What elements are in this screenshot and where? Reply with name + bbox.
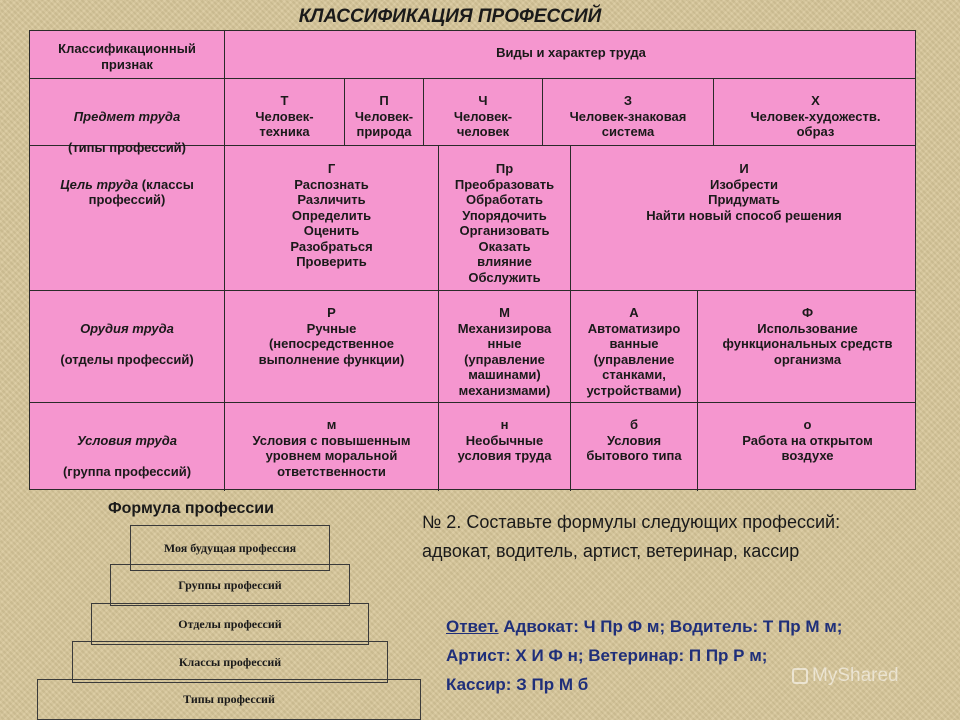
table-cell: Х Человек-художеств. образ (750, 93, 881, 139)
table-cell: Пр Преобразовать Обработать Упорядочить Организовать Оказать влияние Обслужить (454, 161, 555, 285)
table-cell: Ч Человек- человек (453, 93, 513, 139)
table-cell: м Условия с повышенным уровнем моральной ответственности (252, 417, 411, 479)
row-head-subtitle: (типы профессий) (67, 139, 187, 155)
answer-line: Кассир: З Пр М б (446, 675, 589, 694)
answer-line: Адвокат: Ч Пр Ф м; Водитель: Т Пр М м; (498, 617, 843, 636)
header-work-types: Виды и характер труда (496, 45, 646, 60)
watermark (792, 665, 899, 687)
formula-step: Классы профессий (72, 641, 388, 683)
formula-step: Типы профессий (37, 679, 421, 720)
table-cell: н Необычные условия труда (457, 417, 552, 463)
row-head-subtitle: (отделы профессий) (60, 351, 194, 367)
formula-step: Отделы профессий (91, 603, 369, 645)
table-cell: П Человек- природа (354, 93, 414, 139)
watermark-text: MyShared (812, 665, 899, 686)
table-divider (30, 290, 915, 291)
row-head-tools (30, 305, 224, 383)
table-divider (30, 402, 915, 403)
answer-label: Ответ. (446, 617, 499, 636)
row-head-subtitle: (группа профессий) (62, 463, 192, 479)
watermark-logo-icon (792, 668, 808, 684)
task-line: адвокат, водитель, артист, ветеринар, кассир (422, 541, 800, 561)
row-head-title: Условия труда (77, 432, 177, 448)
table-cell: о Работа на открытом воздухе (742, 417, 873, 463)
row-head-subtitle: (классы профессий) (88, 176, 194, 207)
table-cell: б Условия бытового типа (586, 417, 682, 463)
table-cell: М Механизирова нные (управление машинами) механизмами) (457, 305, 552, 398)
row-head-title: Предмет труда (73, 108, 181, 124)
table-cell: И Изобрести Придумать Найти новый способ решения (646, 161, 842, 223)
row-head-subject (30, 93, 224, 171)
table-cell: А Автоматизиро ванные (управление станками, устройствами) (586, 305, 682, 398)
header-criterion: Классификационный признак (58, 41, 196, 72)
table-cell: З Человек-знаковая система (569, 93, 687, 139)
formula-step: Моя будущая профессия (130, 525, 330, 571)
table-divider (30, 78, 915, 79)
table-cell: Г Распознать Различить Определить Оценить Разобраться Проверить (290, 161, 373, 269)
formula-step: Группы профессий (110, 564, 350, 606)
table-cell: Т Человек- техника (255, 93, 314, 139)
row-head-title: Орудия труда (80, 320, 174, 336)
row-head-title: Цель труда (60, 176, 139, 192)
classification-table (29, 30, 916, 490)
task-text (422, 508, 942, 566)
table-cell: Р Ручные (непосредственное выполнение функции) (258, 305, 405, 367)
page-title: КЛАССИФИКАЦИЯ ПРОФЕССИЙ (298, 6, 602, 27)
row-head-conditions (30, 417, 224, 495)
formula-title: Формула профессии (108, 500, 274, 517)
answer-line: Артист: Х И Ф н; Ветеринар: П Пр Р м; (446, 646, 768, 665)
task-line: № 2. Составьте формулы следующих профессий: (422, 512, 841, 532)
row-head-goal (30, 161, 224, 223)
table-cell: Ф Использование функциональных средств организма (722, 305, 893, 367)
